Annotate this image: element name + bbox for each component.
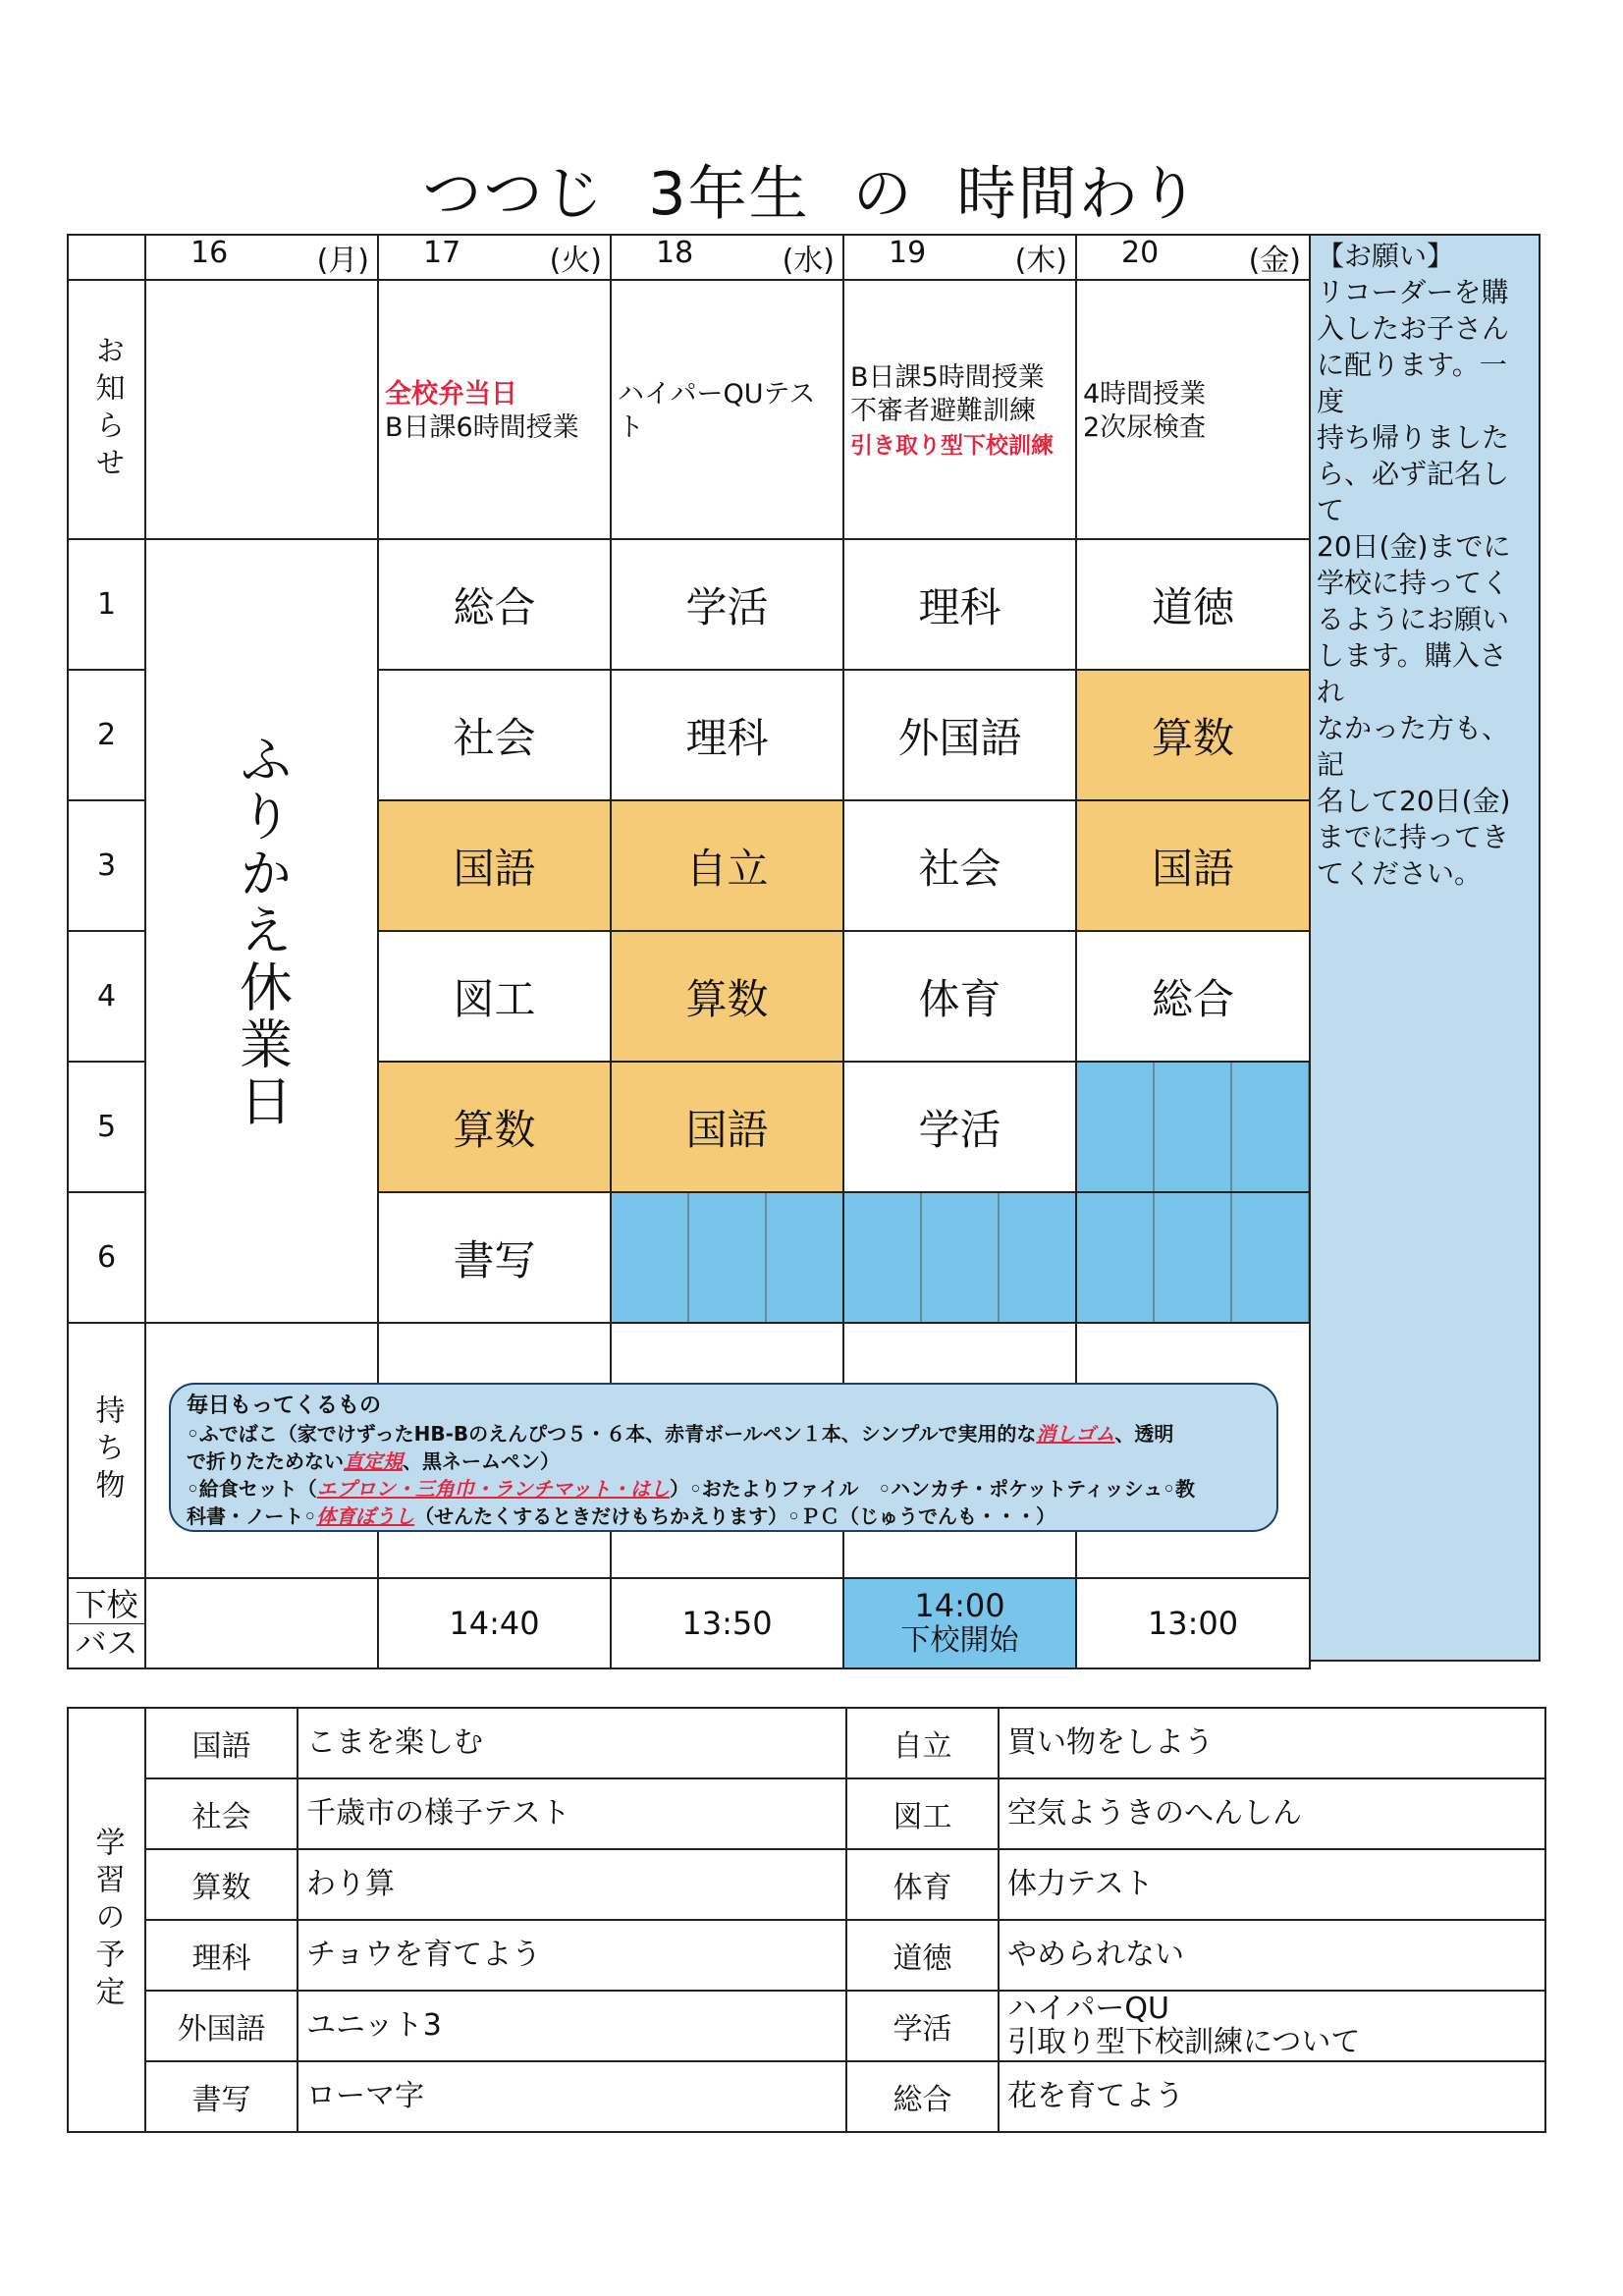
subject-cell: 道徳 bbox=[1076, 539, 1310, 670]
request-text: 【お願い】 リコーダーを購 入したお子さん に配ります。一度 持ち帰りました ら、必ず記名して 20日(金)までに 学校に持ってく るようにお願い します。購入され なかった方も、記 名して20日(金) までに持ってき てください。 bbox=[1311, 236, 1539, 894]
period-number: 2 bbox=[68, 670, 145, 800]
plan-row bbox=[68, 1778, 1545, 1849]
bus-time-fri: 13:00 bbox=[1076, 1578, 1310, 1668]
belongings-box bbox=[169, 1383, 1278, 1532]
bus-label: バス bbox=[75, 1623, 138, 1662]
subject-cell: 体育 bbox=[843, 931, 1076, 1062]
no-class-cell bbox=[611, 1192, 843, 1323]
notice-tue bbox=[378, 280, 611, 539]
holiday-cell bbox=[145, 539, 378, 1323]
plan-subject: 外国語 bbox=[145, 1991, 298, 2061]
bus-mon bbox=[145, 1578, 378, 1668]
period-number: 5 bbox=[68, 1062, 145, 1192]
belongings-line: で折りたためない直定規、黒ネームペン） bbox=[187, 1449, 560, 1473]
plan-subject: 総合 bbox=[846, 2061, 999, 2132]
notice-thu-text: B日課5時間授業 不審者避難訓練 bbox=[850, 361, 1045, 426]
day-header-tue: 17 (火) bbox=[378, 235, 611, 280]
period-number: 6 bbox=[68, 1192, 145, 1323]
notice-label: お知らせ bbox=[89, 335, 125, 484]
notice-mon bbox=[145, 280, 378, 539]
holiday-text: ふりかえ休業日 bbox=[231, 732, 294, 1130]
dismissal-label: 下校 bbox=[69, 1586, 144, 1624]
subject-cell: 算数 bbox=[611, 931, 843, 1062]
plan-subject: 自立 bbox=[846, 1708, 999, 1778]
title-timetable: 時間わり bbox=[956, 160, 1201, 229]
plan-subject: 学活 bbox=[846, 1991, 999, 2061]
period-number: 4 bbox=[68, 931, 145, 1062]
subject-cell: 書写 bbox=[378, 1192, 611, 1323]
plan-subject: 書写 bbox=[145, 2061, 298, 2132]
title-particle: の bbox=[852, 160, 914, 229]
plan-content: チョウを育てよう bbox=[298, 1920, 846, 1991]
subject-cell: 図工 bbox=[378, 931, 611, 1062]
plan-content: わり算 bbox=[298, 1849, 846, 1920]
subject-cell: 外国語 bbox=[843, 670, 1076, 800]
belongings-label: 持ち物 bbox=[89, 1394, 125, 1506]
day-header-fri: 20 (金) bbox=[1076, 235, 1310, 280]
day-header-mon: 16 (月) bbox=[145, 235, 378, 280]
subject-cell: 国語 bbox=[1076, 800, 1310, 931]
subject-cell: 学活 bbox=[843, 1062, 1076, 1192]
subject-cell: 学活 bbox=[611, 539, 843, 670]
no-class-cell bbox=[1076, 1062, 1310, 1192]
plan-content: 空気ようきのへんしん bbox=[999, 1778, 1545, 1849]
notice-thu-red: 引き取り型下校訓練 bbox=[850, 432, 1054, 459]
day-header-thu: 19 (木) bbox=[843, 235, 1076, 280]
bus-label-cell bbox=[68, 1578, 145, 1668]
period-number: 1 bbox=[68, 539, 145, 670]
belongings-line: ◦給食セット（エプロン・三角巾・ランチマット・はし）◦おたよりファイル ◦ハンカチ・ポケットティッシュ◦教 bbox=[187, 1477, 1195, 1501]
subject-cell: 総合 bbox=[378, 539, 611, 670]
plan-content: こまを楽しむ bbox=[298, 1708, 846, 1778]
plan-content: 千歳市の様子テスト bbox=[298, 1778, 846, 1849]
notice-fri: 4時間授業 2次尿検査 bbox=[1076, 280, 1310, 539]
notice-tue-text: B日課6時間授業 bbox=[385, 412, 579, 443]
plan-content: やめられない bbox=[999, 1920, 1545, 1991]
plan-row bbox=[68, 2061, 1545, 2132]
notice-label-cell bbox=[68, 280, 145, 539]
notice-thu bbox=[843, 280, 1076, 539]
belongings-line: 科書・ノート◦体育ぼうし（せんたくするときだけもちかえります）◦ＰＣ（じゅうでんも・・・） bbox=[187, 1504, 1055, 1528]
plan-subject: 算数 bbox=[145, 1849, 298, 1920]
subject-cell: 理科 bbox=[611, 670, 843, 800]
bus-time-thu: 14:00 下校開始 bbox=[843, 1578, 1076, 1668]
plan-content: ローマ字 bbox=[298, 2061, 846, 2132]
plan-subject: 国語 bbox=[145, 1708, 298, 1778]
subject-cell: 自立 bbox=[611, 800, 843, 931]
no-class-cell bbox=[1076, 1192, 1310, 1323]
plan-subject: 図工 bbox=[846, 1778, 999, 1849]
request-column bbox=[1309, 234, 1541, 1662]
plan-content: ユニット3 bbox=[298, 1991, 846, 2061]
subject-cell: 国語 bbox=[378, 800, 611, 931]
notice-row bbox=[68, 280, 1310, 539]
day-header-row bbox=[68, 235, 1310, 280]
subject-cell: 算数 bbox=[378, 1062, 611, 1192]
subject-cell: 算数 bbox=[1076, 670, 1310, 800]
plan-subject: 道徳 bbox=[846, 1920, 999, 1991]
plan-subject: 社会 bbox=[145, 1778, 298, 1849]
plan-row bbox=[68, 1991, 1545, 2061]
bus-row bbox=[68, 1578, 1310, 1668]
plan-content: 体力テスト bbox=[999, 1849, 1545, 1920]
no-class-cell bbox=[843, 1192, 1076, 1323]
subject-cell: 理科 bbox=[843, 539, 1076, 670]
subject-cell: 総合 bbox=[1076, 931, 1310, 1062]
plan-subject: 体育 bbox=[846, 1849, 999, 1920]
corner-cell bbox=[68, 235, 145, 280]
day-header-wed: 18 (水) bbox=[611, 235, 843, 280]
belongings-heading: 毎日もってくるもの bbox=[187, 1394, 382, 1418]
plan-content: 花を育てよう bbox=[999, 2061, 1545, 2132]
plan-row bbox=[68, 1849, 1545, 1920]
plan-row bbox=[68, 1920, 1545, 1991]
subject-cell: 社会 bbox=[378, 670, 611, 800]
plan-content: 買い物をしよう bbox=[999, 1708, 1545, 1778]
dismissal-start: 下校開始 bbox=[900, 1623, 1019, 1658]
period-row-1 bbox=[68, 539, 1310, 670]
page-title bbox=[0, 147, 1623, 232]
bus-time-wed: 13:50 bbox=[611, 1578, 843, 1668]
study-plan-table bbox=[67, 1707, 1546, 2133]
plan-label: 学習の予定 bbox=[89, 1827, 125, 2013]
belongings-line: ◦ふでばこ（家でけずったHB-Bのえんぴつ５・６本、赤青ボールペン１本、シンプルで実用的な消しゴム、透明 bbox=[187, 1422, 1174, 1446]
subject-cell: 社会 bbox=[843, 800, 1076, 931]
notice-wed: ハイパーQUテスト bbox=[611, 280, 843, 539]
bus-time-tue: 14:40 bbox=[378, 1578, 611, 1668]
plan-subject: 理科 bbox=[145, 1920, 298, 1991]
plan-content: ハイパーQU 引取り型下校訓練について bbox=[999, 1991, 1545, 2061]
plan-label-cell bbox=[68, 1708, 145, 2132]
notice-tue-red: 全校弁当日 bbox=[385, 379, 517, 410]
period-number: 3 bbox=[68, 800, 145, 931]
plan-row bbox=[68, 1708, 1545, 1778]
title-class: つつじ bbox=[422, 160, 606, 229]
subject-cell: 国語 bbox=[611, 1062, 843, 1192]
belongings-label-cell bbox=[68, 1323, 145, 1578]
title-grade: 3年生 bbox=[648, 160, 810, 229]
